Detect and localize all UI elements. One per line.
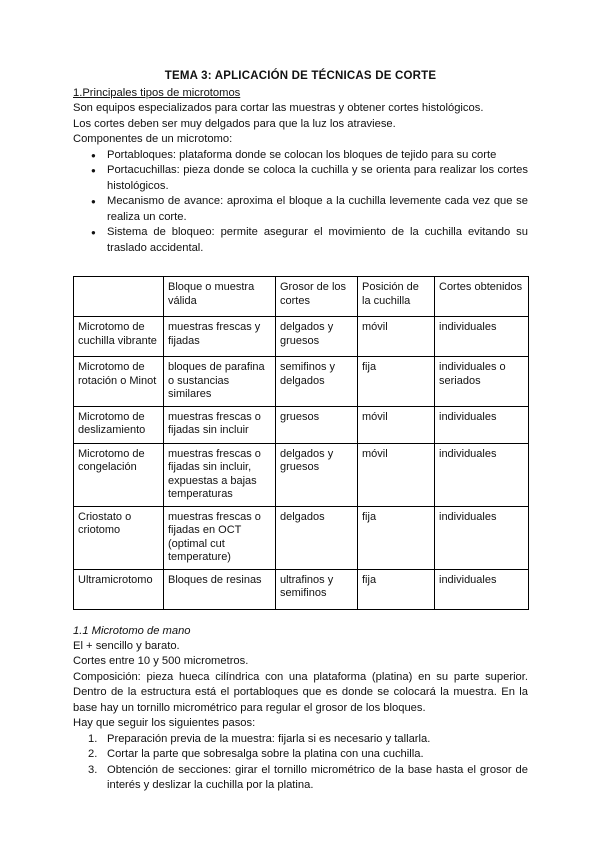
components-list <box>73 148 528 257</box>
microtome-comparison-table <box>73 276 529 610</box>
body-line: Cortes entre 10 y 500 micrometros. <box>73 655 249 667</box>
table-cell: bloques de parafina o sustancias similares <box>164 357 276 407</box>
document-title: TEMA 3: APLICACIÓN DE TÉCNICAS DE CORTE <box>164 70 437 82</box>
table-cell: Ultramicrotomo <box>74 569 164 609</box>
table-cell: Microtomo de congelación <box>74 443 164 506</box>
table-cell: fija <box>358 357 435 407</box>
table-row <box>74 406 529 443</box>
table-cell: Microtomo de cuchilla vibrante <box>74 317 164 357</box>
intro-line: Componentes de un microtomo: <box>73 133 233 145</box>
table-cell: individuales <box>435 406 529 443</box>
body-line: El + sencillo y barato. <box>73 639 180 652</box>
table-row <box>74 569 529 609</box>
step-number: 2. <box>88 748 98 760</box>
table-cell: Microtomo de deslizamiento <box>74 406 164 443</box>
table-header-cell: Posición de la cuchilla <box>358 277 435 317</box>
table-cell: móvil <box>358 317 435 357</box>
subsection-heading-microtomo-de-mano: 1.1 Microtomo de mano <box>73 624 191 637</box>
table-cell: delgados y gruesos <box>276 443 358 506</box>
step-text: Obtención de secciones: girar el tornillo micrométrico de la base hasta el grosor de interés y deslizar la cuchilla por la platina. <box>107 763 528 791</box>
steps-list <box>73 732 528 794</box>
table-header-cell: Grosor de los cortes <box>276 277 358 317</box>
table-cell: Criostato o criotomo <box>74 506 164 569</box>
intro-line: Son equipos especializados para cortar las muestras y obtener cortes histológicos. <box>73 102 484 114</box>
table-cell: individuales o seriados <box>435 357 529 407</box>
table-cell: individuales <box>435 443 529 506</box>
section-heading-microtomos: 1.Principales tipos de microtomos <box>73 87 241 99</box>
table-cell: muestras frescas o fijadas en OCT (optimal cut temperature) <box>164 506 276 569</box>
step-item <box>88 763 528 794</box>
table-header-cell: Cortes obtenidos <box>435 277 529 317</box>
table-cell: individuales <box>435 569 529 609</box>
table-cell: Microtomo de rotación o Minot <box>74 357 164 407</box>
table-cell: delgados y gruesos <box>276 317 358 357</box>
intro-line: Los cortes deben ser muy delgados para que la luz los atraviese. <box>73 117 396 130</box>
table-cell: móvil <box>358 406 435 443</box>
table-row <box>74 506 529 569</box>
step-item <box>88 747 528 763</box>
table-cell: fija <box>358 506 435 569</box>
table-row <box>74 317 529 357</box>
table-cell: Bloques de resinas <box>164 569 276 609</box>
table-cell: muestras frescas y fijadas <box>164 317 276 357</box>
component-item: ● Sistema de bloqueo: permite asegurar el movimiento de la cuchilla evitando su traslado accidental. <box>107 225 528 256</box>
table-cell: individuales <box>435 317 529 357</box>
step-number: 3. <box>88 763 98 776</box>
step-item <box>88 732 528 748</box>
table-cell: muestras frescas o fijadas sin incluir <box>164 406 276 443</box>
component-item: ● Mecanismo de avance: aproxima el bloque a la cuchilla levemente cada vez que se realiza un corte. <box>107 194 528 225</box>
composition-paragraph: Composición: pieza hueca cilíndrica con una plataforma (platina) en su parte superior. Dentro de la estructura está el portabloques que es donde se colocará la muestra. En la base hay un tornillo micrométrico para regular el grosor de los bloques. <box>73 670 528 714</box>
table-cell: muestras frescas o fijadas sin incluir, expuestas a bajas temperaturas <box>164 443 276 506</box>
step-text: Preparación previa de la muestra: fijarla si es necesario y tallarla. <box>107 732 431 745</box>
table-cell: gruesos <box>276 406 358 443</box>
step-number: 1. <box>88 732 98 745</box>
document-page <box>73 70 528 794</box>
table-row <box>74 357 529 407</box>
table-cell: individuales <box>435 506 529 569</box>
table-cell: fija <box>358 569 435 609</box>
table-row <box>74 443 529 506</box>
table-header-cell: Bloque o muestra válida <box>164 277 276 317</box>
component-item: ● Portabloques: plataforma donde se colocan los bloques de tejido para su corte <box>107 148 528 164</box>
table-header-cell <box>74 277 164 317</box>
table-cell: ultrafinos y semifinos <box>276 569 358 609</box>
table-cell: semifinos y delgados <box>276 357 358 407</box>
step-text: Cortar la parte que sobresalga sobre la platina con una cuchilla. <box>107 748 424 760</box>
table-cell: móvil <box>358 443 435 506</box>
steps-intro: Hay que seguir los siguientes pasos: <box>73 717 256 729</box>
table-header-row <box>74 277 529 317</box>
table-cell: delgados <box>276 506 358 569</box>
component-item: ● Portacuchillas: pieza donde se coloca la cuchilla y se orienta para realizar los cortes histológicos. <box>107 163 528 194</box>
